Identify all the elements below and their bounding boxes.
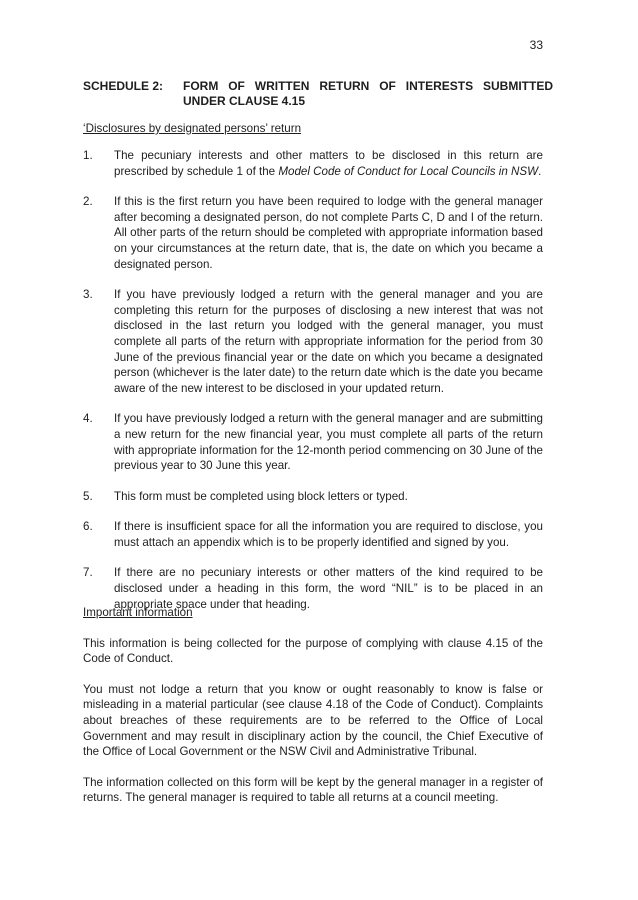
item-text: If you have previously lodged a return with the general manager and are submitting a new return for the new financial year, you must complete all parts of the return with appropriate information for the 12-month period commencing on 30 June of the previous year to 30 June this year.	[114, 412, 543, 473]
collection-purpose-paragraph: This information is being collected for the purpose of complying with clause 4.15 of the Code of Conduct.	[83, 636, 543, 666]
list-item	[83, 519, 543, 550]
item-number: 3.	[83, 288, 93, 302]
page-number: 33	[529, 38, 543, 52]
item-text: If there is insufficient space for all the information you are required to disclose, you must attach an appendix which is to be properly identified and signed by you.	[114, 520, 543, 549]
schedule-title: FORM OF WRITTEN RETURN OF INTERESTS SUBMITTED UNDER CLAUSE 4.15	[183, 79, 553, 108]
schedule-heading	[83, 79, 553, 109]
list-item	[83, 194, 543, 272]
item-number: 4.	[83, 412, 93, 426]
item-number: 1.	[83, 149, 93, 162]
list-item	[83, 489, 543, 505]
false-return-warning-paragraph: You must not lodge a return that you know or ought reasonably to know is false or misleading in a material particular (see clause 4.18 of the Code of Conduct). Complaints about breaches of these requirements are to be referred to the Office of Local Government and may result in disciplinary action by the council, the Chief Executive of the Office of Local Government or the NSW Civil and Administrative Tribunal.	[83, 682, 543, 759]
item-text: This form must be completed using block letters or typed.	[114, 489, 408, 503]
item-number: 7.	[83, 566, 93, 580]
model-code-title: Model Code of Conduct for Local Councils in NSW	[278, 164, 539, 178]
schedule-label: SCHEDULE 2:	[83, 79, 164, 93]
instructions-list	[83, 148, 543, 627]
item-text: If this is the first return you have been required to lodge with the general manager after becoming a designated person, do not complete Parts C, D and I of the return. All other parts of the return should be completed with appropriate information based on your circumstances at the return date, that is, the date on which you became a designated person.	[114, 195, 543, 271]
list-item	[83, 411, 543, 473]
item-text	[114, 148, 543, 179]
list-item	[83, 148, 543, 179]
disclosures-section	[83, 121, 543, 137]
disclosures-heading: ‘Disclosures by designated persons’ return	[83, 122, 302, 135]
register-paragraph: The information collected on this form will be kept by the general manager in a register of returns. The general manager is required to table all returns at a council meeting.	[83, 775, 543, 805]
item-text-part: The pecuniary interests and other matters to be disclosed in this return are prescribed by schedule 1 of the	[114, 149, 543, 178]
important-information-section	[83, 605, 543, 821]
important-heading: Important information	[83, 606, 193, 619]
list-item	[83, 287, 543, 396]
item-number: 2.	[83, 195, 93, 209]
item-text: If you have previously lodged a return with the general manager and you are completing this return for the purposes of disclosing a new interest that was not disclosed in the last return you lodged with the general manager, you must complete all parts of the return with appropriate information for the period from 30 June of the previous financial year or the date on which you became a designated person (whichever is the later date) to the return date which is the date you became aware of the new interest to be disclosed in your updated return.	[114, 288, 543, 395]
item-number: 5.	[83, 489, 93, 503]
item-text-part: .	[538, 164, 542, 178]
item-text: If there are no pecuniary interests or other matters of the kind required to be disclosed under a heading in this form, the word “NIL” is to be placed in an appropriate space under that heading.	[114, 566, 543, 611]
item-number: 6.	[83, 520, 93, 534]
